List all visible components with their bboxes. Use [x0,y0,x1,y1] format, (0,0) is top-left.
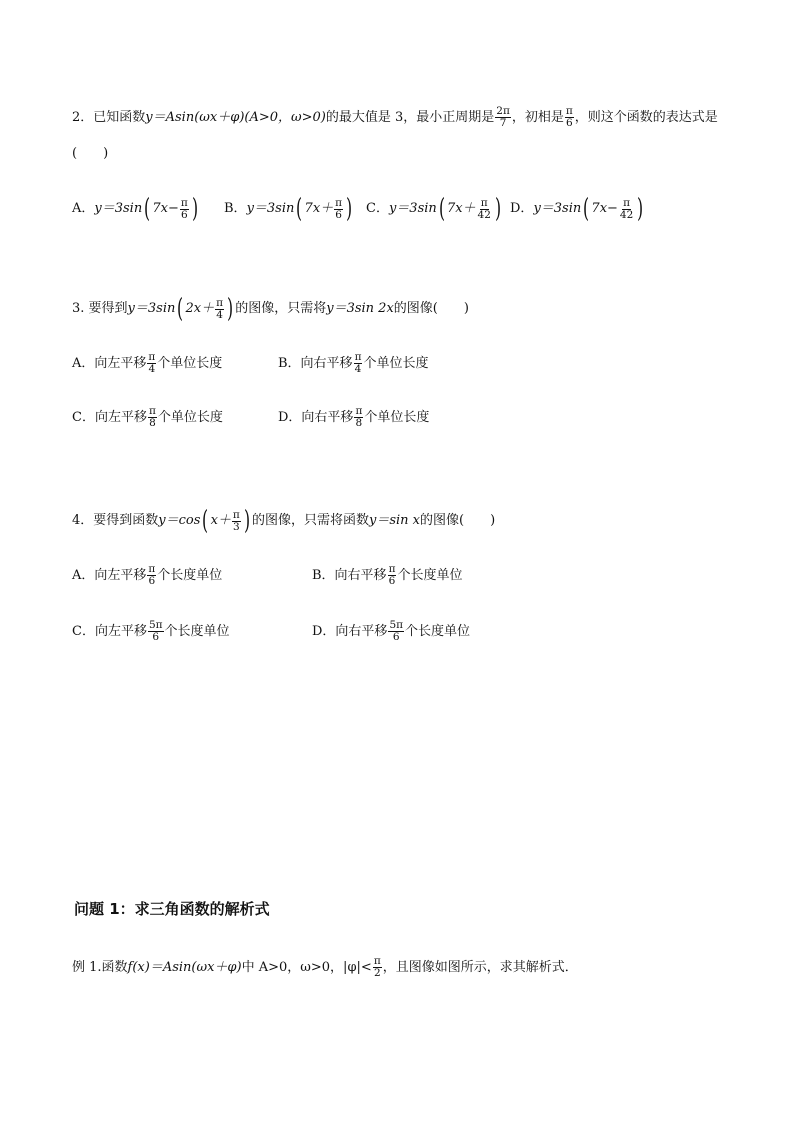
q2-option-b[interactable] [224,196,366,222]
q2-option-d-paren: ( 7x− $\frac{\pi}{42}$ ) [583,194,644,224]
q2-suffix: ，则这个函数的表达式是 [574,109,718,125]
q2-option-a-expr: y＝3sin [94,201,143,216]
q2-phase-den: 6 [565,117,573,129]
q3-option-d-label: D．向右平移 [278,409,354,425]
example1-num: π [373,955,381,967]
q2-prefix: 2．已知函数 [72,109,146,125]
q3-option-c-unit: 个单位长度 [157,409,223,425]
example1-den: 2 [373,967,381,979]
q3-expr2: y＝3sin 2x [326,301,394,316]
q4-option-a-fraction [147,564,156,587]
q4-option-d-num: 5π [389,619,404,631]
q3-option-b-unit: 个单位长度 [363,355,429,371]
q2-option-a-inner: 7x− [152,201,179,216]
q4-option-a[interactable] [72,564,312,587]
q3-option-a-num: π [148,351,156,363]
q2-option-c-num: π [480,196,488,209]
q2-stem [72,106,718,129]
q4-options-row1 [72,564,462,587]
q3-expr: y＝3sin [127,301,176,316]
q4-expr2: y＝sin x [368,513,420,528]
q3-den: 4 [216,308,223,321]
q3-option-c[interactable] [72,406,278,429]
q3-num: π [216,296,224,309]
q4-option-c-label: C．向左平移 [72,623,147,639]
q4-option-b-num: π [388,563,396,575]
example1-stem [72,956,578,979]
q2-period-num: 2π [496,105,510,117]
q3-option-c-label: C．向左平移 [72,409,147,425]
q3-option-d-unit: 个单位长度 [364,409,430,425]
q4-num: π [232,508,240,521]
q4-inner: x＋ [210,513,231,528]
q2-option-a-den: 6 [180,208,188,221]
q4-option-a-den: 6 [148,575,156,587]
q4-option-b-den: 6 [388,575,396,587]
q4-option-d-fraction [388,620,404,643]
example1-fraction [373,956,382,979]
q2-option-d-expr: y＝3sin [533,201,582,216]
q2-option-a-label: A． [72,201,95,216]
q3-options-row1 [72,352,428,375]
q2-mid1: 的最大值是 3，最小正周期是 [325,109,495,125]
q4-option-a-label: A．向左平移 [72,567,147,583]
q3-option-d-fraction [354,406,363,429]
q2-option-d-den: 42 [619,208,634,221]
q4-option-b[interactable] [312,564,462,587]
q2-mid2: ，初相是 [511,109,564,125]
q3-option-d-num: π [355,405,363,417]
q2-option-c-expr: y＝3sin [388,201,437,216]
q4-expr: y＝cos [158,513,201,528]
q3-inner: 2x＋ [185,301,215,316]
q4-option-d-unit: 个长度单位 [405,623,471,639]
q2-option-d[interactable] [510,196,645,222]
q4-option-a-unit: 个长度单位 [157,567,223,583]
q4-option-c-den: 6 [152,631,160,643]
q3-stem [72,296,469,322]
q3-fraction [215,298,224,321]
q2-option-b-paren: ( 7x＋ $\frac{\pi}{6}$ ) [296,194,353,224]
q2-option-b-expr: y＝3sin [246,201,295,216]
q2-option-c[interactable] [366,196,510,222]
example1-func: f(x)＝Asin(ωx＋φ) [127,959,242,975]
q2-option-a-paren: ( 7x− $\frac{\pi}{6}$ ) [144,194,198,224]
q3-option-b-fraction [354,352,363,375]
q2-option-d-num: π [623,196,631,209]
q4-mid: 的图像，只需将函数 [251,513,369,528]
q4-fraction [232,510,241,533]
q3-option-c-num: π [148,405,156,417]
q4-paren: ( x＋ $\frac{\pi}{3}$ ) [202,506,250,536]
q3-options-row2 [72,406,429,429]
q2-option-b-num: π [335,196,343,209]
q2-option-d-inner: 7x− [591,201,618,216]
q2-option-b-inner: 7x＋ [304,201,334,216]
q4-option-c[interactable] [72,620,312,643]
q2-option-c-fraction [477,198,492,221]
q3-option-a-den: 4 [148,363,156,375]
q3-suffix: 的图像( ) [393,301,469,316]
q4-option-c-unit: 个长度单位 [164,623,230,639]
q3-option-b-num: π [354,351,362,363]
q2-option-b-den: 6 [335,208,342,221]
q4-option-a-num: π [148,563,156,575]
q2-option-a[interactable] [72,196,224,222]
q3-mid: 的图像，只需将 [235,301,327,316]
q2-option-c-den: 42 [477,208,491,221]
q3-option-c-fraction [148,406,157,429]
q2-option-b-label: B． [224,201,247,216]
q4-option-d-den: 6 [392,631,400,643]
q3-option-d-den: 8 [355,417,363,429]
example1-prefix: 例 1.函数 [72,959,128,975]
q2-phase-fraction [565,106,574,129]
q2-option-d-label: D． [510,201,534,216]
q2-option-c-inner: 7x＋ [446,201,476,216]
q2-option-b-fraction [334,198,343,221]
q4-stem [72,508,495,534]
example1-suffix: ，且图像如图所示，求其解析式． [382,959,578,975]
q4-option-c-fraction [148,620,164,643]
q2-option-d-fraction [619,198,634,221]
q4-option-b-label: B．向右平移 [312,567,387,583]
q2-func: y＝Asin(ωx＋φ)(A>0，ω>0) [145,109,326,125]
q2-blank: ( ) [72,146,109,161]
q4-prefix: 4．要得到函数 [72,513,159,528]
q4-suffix: 的图像( ) [420,513,496,528]
q3-option-a-unit: 个单位长度 [157,355,223,371]
q4-option-c-num: 5π [148,619,163,631]
q2-option-c-label: C． [366,201,389,216]
q2-option-a-fraction [180,198,189,221]
q3-option-c-den: 8 [149,417,156,429]
q4-options-row2 [72,620,470,643]
q2-blank-line [72,146,108,162]
q3-option-b[interactable] [278,352,428,375]
q2-period-fraction [495,106,511,129]
example1-mid: 中 A>0，ω>0，|φ|< [241,959,372,975]
q2-phase-num: π [565,105,573,117]
q3-option-b-den: 4 [354,363,362,375]
q2-options [72,196,645,222]
q2-option-a-num: π [180,196,188,209]
q4-option-d[interactable] [312,620,470,643]
q3-option-a-fraction [147,352,156,375]
q4-option-d-label: D．向右平移 [312,623,388,639]
q3-option-d[interactable] [278,406,429,429]
q3-prefix: 3. 要得到 [72,301,128,316]
q4-den: 3 [233,520,240,533]
q4-option-b-fraction [388,564,397,587]
q3-option-a[interactable] [72,352,278,375]
problem1-heading: 问题 1：求三角函数的解析式 [74,900,270,918]
q4-option-b-unit: 个长度单位 [397,567,463,583]
q3-option-a-label: A．向左平移 [72,355,147,371]
q2-period-den: 7 [499,117,507,129]
q2-option-c-paren: ( 7x＋ $\frac{\pi}{42}$ ) [438,194,502,224]
q3-paren: ( 2x＋ $\frac{\pi}{4}$ ) [177,294,234,324]
q3-option-b-label: B．向右平移 [278,355,353,371]
